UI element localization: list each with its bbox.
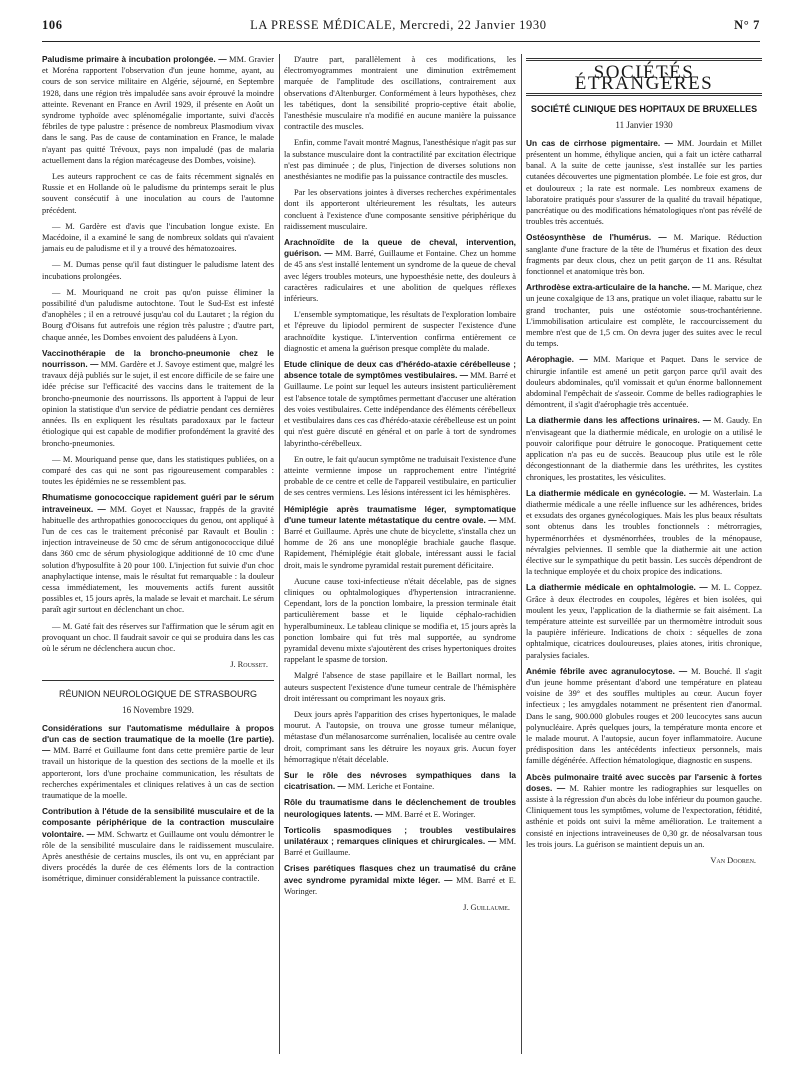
section-title: SOCIÉTÉS ÉTRANGÈRES: [526, 58, 762, 96]
journal-title: LA PRESSE MÉDICALE, Mercredi, 22 Janvier 1930: [250, 18, 547, 32]
article-title: La diathermie médicale en gynécologie. —: [526, 487, 698, 498]
article-paragraph: [526, 282, 762, 349]
article-paragraph: [526, 354, 762, 410]
article-title: Sur le rôle des névroses sympathiques dans la cicatrisation. —: [284, 769, 516, 792]
signature: J. Guillaume.: [463, 903, 510, 913]
article-paragraph: [284, 576, 516, 666]
page-header: [42, 18, 760, 42]
article-body: Enfin, comme l'avait montré Magnus, l'anesthésique n'agit pas sur la substance musculaire dont la contractilité par excitation électrique n'est pas diminuée ; de plus, l'injection de diverses solutions non anesthésiantes ne modifie pas la puissance contractile des muscles.: [284, 138, 516, 182]
article-body: Malgré l'absence de stase papillaire et le Baillart normal, les auteurs suspectent l'existence d'une tumeur centrale de l'hémisphère droit intéressant ou comprimant les noyaux gris.: [284, 671, 516, 703]
article-title: Etude clinique de deux cas d'hérédo-ataxie cérébelleuse ; absence totale de symptômes vestibulaires. —: [284, 359, 516, 381]
section-heading: RÉUNION NEUROLOGIQUE DE STRASBOURG: [42, 680, 274, 700]
article-body: D'autre part, parallèlement à ces modifications, les électromyogrammes montraient une diminution extrêmement marquée de l'amplitude des oscillations, contrairement aux observations d'Altenburger. Conformément à leurs hypothèses, chez les tabétiques, dont la sensibilité proprio-ceptive était abolie, l'anesthésie musculaire n'a modifié en aucune manière la puissance contractile des muscles.: [284, 55, 516, 132]
article-paragraph: [42, 348, 274, 449]
article-body: MM. Barré et Guillaume. Le point sur lequel les auteurs insistent particulièrement est l'absence totale de symptômes permettant d'accuser une altération des voies vestibulaires. Cette indépendance des éléments cérébelleux et vestibulaires dans ces cas d'hérédo-ataxie cérébelleuse est un point qui n'est guère discuté en général et on parle à tort de syndromes labyrintho-cérébelleux.: [284, 371, 516, 448]
article-body: — M. Dumas pense qu'il faut distinguer le paludisme latent des incubations prolongées.: [42, 260, 274, 281]
article-body: MM. Barré et Guillaume font dans cette première partie de leur travail un historique de la question des sections de la moelle et ils apporteront, lors d'une prochaine communication, les résultats de recherches expérimentales et cliniques relatives à un cas de section traumatique de la moelle.: [42, 746, 274, 800]
article-body: MM. Marique et Paquet. Dans le service de chirurgie infantile est amené un petit garçon parce qu'il avait des douleurs abdominales, qu'il vomissait et qu'un énorme ballonnement abdominal l'empêchait de s'asseoir. Comme de belles radiographies le démontrent, il s'agit d'aérophagie très accentuée.: [526, 355, 762, 410]
article-paragraph: [284, 797, 516, 819]
article-paragraph: [284, 709, 516, 765]
article-body: — M. Gardère est d'avis que l'incubation longue existe. En Macédoine, il a examiné le sang de nombreux soldats qui n'avaient jamais eu de paludisme et il y a trouvé des hématozoaires.: [42, 221, 274, 254]
column-rule: [279, 54, 280, 1054]
signature: Van Dooren.: [710, 856, 756, 865]
article-paragraph: [526, 772, 762, 850]
article-paragraph: [42, 221, 274, 255]
article-body: MM. Gravier et Moréna rapportent l'observation d'un jeune homme, ayant, au cours de son service militaire en Algérie, séjourné, en Septembre 1928, dans une région très impaludée sans avoir éprouvé la moindre atteinte. Revenant en France en Avril 1929, il présente en Août un syndrome typhoïde avec splénomégalie importante, suivi d'accès fébriles de type palustre : présence de nombreux Plasmodium vivax dans le sang. Pas de cause de contamination en France, le malade n'ayant pas quitté Trévoux, pays non impaludé (pas de malaria actuellement dans la région marécageuse des Dombes, voisine).: [42, 55, 275, 165]
article-body: Deux jours après l'apparition des crises hypertoniques, le malade mourut. A l'autopsie, on trouva une grosse tumeur mélanique, métastase d'un mélanosarcome surrénalien, localisée au centre ovale droit, comprimant sans les détruire les noyaux gris. Aucun foyer hémorragique n'était décelable.: [284, 709, 516, 764]
article-title: Abcès pulmonaire traité avec succès par l'arsenic à fortes doses. —: [526, 771, 762, 793]
article-paragraph: [284, 825, 516, 859]
article-body: En outre, le fait qu'aucun symptôme ne traduisait l'existence d'une atteinte vermienne impose un rapprochement entre l'intégrité probable de ce centre et celle de l'appareil vestibulaire, en particulier de ses centres vermiens. Les lésions intéressent ici les hémisphères.: [284, 454, 516, 498]
article-paragraph: [42, 806, 274, 884]
article-paragraph: [42, 54, 274, 166]
article-body: M. Marique. Réduction sanglante d'une fracture de la tête de l'humérus et fixation des deux fragments par deux clous, chez un petit garçon de 11 ans. Résultat fonctionnel et anatomique très bon.: [526, 233, 762, 277]
article-paragraph: [284, 359, 516, 449]
article-title: La diathermie dans les affections urinaires. —: [526, 415, 712, 426]
article-title: Contribution à l'étude de la sensibilité musculaire et de la composante périphérique de la contraction musculaire volontaire. —: [42, 806, 274, 839]
article-paragraph: [526, 232, 762, 277]
article-body: MM. Goyet et Naussac, frappés de la gravité habituelle des arthropathies gonococciques du genou, ont appliqué à l'un de ces cas le traitement préconisé par Ravault et Boulin : injection intraveineuse de 50 cmc de sérum antigonococcique dilué dans 360 cmc de sérum physiologique additionné de 10 cmc d'une solution d'hyposulfite à 20 pour 100. L'injection fut suivie d'un choc anaphylactique intense, mais le résultat fut remarquable : la douleur cessa immédiatement, les mouvements actifs furent aussitôt possibles et, 15 jours après, la malade se levait et marchait. Le sérum paraît agir surtout en déclenchant un choc.: [42, 504, 274, 615]
article-paragraph: [284, 863, 516, 897]
article-title: Hémiplégie après traumatisme léger, symptomatique d'une tumeur latente métastatique du centre ovale. —: [284, 503, 516, 525]
article-paragraph: [284, 137, 516, 182]
article-paragraph: [284, 504, 516, 571]
article-paragraph: [284, 454, 516, 499]
article-paragraph: [526, 415, 762, 482]
article-paragraph: [42, 171, 274, 216]
article-paragraph: [42, 492, 274, 615]
article-body: MM. Gardère et J. Savoye estiment que, malgré les travaux déjà publiés sur le sujet, il est encore difficile de se faire une idée précise sur l'efficacité des vaccins dans le traitement de la broncho-pneumonie des nourrissons. Ils apportent à l'appui de leur opinion la statistique d'un service de pédiatrie pendant ces dernières années. Ils en expliquent les résultats paradoxaux par le facteur étiologique qui est capable de modifier profondément la gravité des broncho-pneumonies.: [42, 360, 274, 448]
article-paragraph: [284, 187, 516, 232]
article-body: M. Bouché. Il s'agit d'un jeune homme présentant d'abord une température en plateau voisine de 39° et des souffles multiples au cœur. Aucun foyer infectieux ; les amygdales notamment ne présentent rien d'anormal. Dans le sang, 900.000 globules rouges et 200 leucocytes sans aucun polynucléaire. Après quelques jours, la température monta encore et le malade mourut. A l'autopsie, aucun foyer inflammatoire. Aucune prédisposition dans les antécédents infectieux personnels, mais famille dégénérée. Affection hématologique, diagnostic en suspens.: [526, 666, 762, 766]
article-body: Par les observations jointes à diverses recherches expérimentales dont ils apporteront ultérieurement les résultats, les auteurs concluent à l'existence d'une composante sensitive périphérique du raidissement musculaire.: [284, 188, 516, 231]
article-title: Rhumatisme gonococcique rapidement guéri par le sérum intraveineux. —: [42, 492, 274, 514]
column-3: [526, 54, 762, 876]
article-paragraph: [42, 259, 274, 281]
article-title: La diathermie médicale en ophtalmologie. —: [526, 582, 708, 593]
article-body: Les auteurs rapprochent ce cas de faits récemment signalés en Russie et en Hollande où le paludisme du printemps serait le plus souvent consécutif à une inoculation au cours de l'automne précédent.: [42, 172, 274, 215]
article-title: Anémie fébrile avec agranulocytose. —: [526, 665, 688, 676]
article-title: Arthrodèse extra-articulaire de la hanche. —: [526, 282, 701, 293]
article-title: Paludisme primaire à incubation prolongée. —: [42, 54, 227, 64]
issue-number: N° 7: [734, 18, 760, 32]
article-body: M. L. Coppez. Grâce à deux électrodes en coupoles, légères et bien isolées, qui moulent les yeux, l'application de la diathermie se fait aisément. La température atteinte est surveillée par un thermomètre introduit sous la paupière inférieure. Indications de choix : séquelles de zona ophtalmique, cicatrices douloureuses, plaies atones, iritis chronique, paralysies faciales.: [526, 583, 762, 660]
page-number: 106: [42, 18, 63, 32]
article-title: Arachnoïdite de la queue de cheval, intervention, guérison. —: [284, 237, 516, 259]
meeting-date: 11 Janvier 1930: [615, 119, 673, 130]
article-title: Crises parétiques flasques chez un traumatisé du crâne avec syndrome pyramidal mixte léger. —: [284, 863, 516, 885]
article-body: MM. Barré et E. Woringer.: [284, 875, 517, 896]
article-paragraph: [284, 309, 516, 354]
article-title: Considérations sur l'automatisme médullaire à propos d'un cas de section traumatique de la moelle (1re partie). —: [42, 722, 274, 756]
column-1: [42, 54, 274, 890]
column-rule: [521, 54, 522, 1054]
article-title: Vaccinothérapie de la broncho-pneumonie chez le nourrisson. —: [42, 347, 274, 370]
article-paragraph: [284, 237, 516, 304]
article-paragraph: [284, 670, 516, 704]
article-body: M. Rahier montre les radiographies sur lesquelles on assiste à la régression d'un abcès du lobe inférieur du poumon gauche. Cliniquement tous les symptômes, volume de l'expectoration, fétidité, asthénie et poids ont suivi la même amélioration. Le traitement a consisté en injections intraveineuses de 0,30 gr. de néosalvarsan tous les trois jours. La guérison se maintient depuis un an.: [526, 783, 762, 849]
column-2: [284, 54, 516, 923]
article-paragraph: [526, 488, 762, 578]
article-paragraph: [526, 582, 762, 660]
article-body: MM. Barré et E. Woringer.: [385, 809, 476, 819]
article-paragraph: [284, 770, 516, 792]
meeting-date: 16 Novembre 1929.: [122, 704, 194, 715]
article-paragraph: [42, 723, 274, 801]
article-body: M. Wasterlain. La diathermie médicale a une réelle influence sur les adhérences, brides et exsudats des organes gynécologiques. Mais les plus beaux résultats sont obtenus dans les troubles fonctionnels : métrorragies, hyperménorrhées et dysménorrhées, troubles de la ménopause, névralgies pelviennes. Il semble que la diathermie ait une action élective sur le sympathique du petit bassin. Les succès dépendront de la technique employée et du choix propice des indications.: [526, 488, 763, 577]
society-heading: SOCIÉTÉ CLINIQUE DES HOPITAUX DE BRUXELLES: [530, 104, 758, 115]
article-paragraph: [526, 138, 762, 228]
article-paragraph: [526, 666, 762, 767]
signature: J. Rousset.: [230, 660, 268, 670]
article-paragraph: [42, 287, 274, 343]
article-body: MM. Barré, Guillaume et Fontaine. Chez un homme de 45 ans s'est installé lentement un syndrome de la queue de cheval avec légers troubles moteurs, une hypoesthésie nette, des douleurs à caractères radiculaires et une abolition de quelques réflexes inférieurs.: [284, 249, 516, 304]
article-title: Torticolis spasmodiques ; troubles vestibulaires unilatéraux ; remarques cliniques et chirurgicales. —: [284, 824, 516, 846]
article-title: Ostéosynthèse de l'humérus. —: [526, 232, 667, 243]
article-body: — M. Mouriquand pense que, dans les statistiques publiées, on a comparé des cas qui ne sont pas rigoureusement comparables : toutes les épidémies ne se ressemblent pas.: [42, 454, 274, 487]
article-body: L'ensemble symptomatique, les résultats de l'exploration lombaire et l'épreuve du lipiodol permirent de suspecter l'existence d'une arachnoïdite kystique. L'intervention confirma entièrement ce diagnostic et amena la guérison presque complète du malade.: [284, 310, 516, 353]
article-body: — M. Gaté fait des réserves sur l'affirmation que le sérum agit en provoquant un choc. Il faudrait savoir ce qui se produira dans les cas où le sérum ne déclenchera aucun choc.: [42, 621, 274, 653]
article-body: MM. Schwartz et Guillaume ont voulu démontrer le rôle de la sensibilité musculaire dans le raidissement musculaire. Après anesthésie de certains muscles, ils ont vu, en appréciant par divers procédés la durée de ces éléments lors de la contraction isométrique, diminuer considérablement la puissance contractile.: [42, 829, 275, 884]
article-body: MM. Barré et Guillaume.: [284, 837, 516, 858]
article-paragraph: [42, 621, 274, 655]
article-body: MM. Barré et Guillaume. Après une chute de bicyclette, s'installa chez un homme de 26 ans une monoplégie brachiale gauche flasque. Rapidement, l'hémiplégie était globale, intéressant aussi le facial droit, mais le syndrome pyramidal restait purement déficitaire.: [284, 515, 517, 570]
article-body: M. Marique, chez un jeune coxalgique de 13 ans, pratique un volet iliaque, rabattu sur le grand trochanter, puis une ostéotomie sous-trochantérienne. L'immobilisation articulaire est complète, le raccourcissement du membre n'est que de 1,5 cm. On devra juger des suites avec le recul du temps.: [526, 283, 763, 349]
article-body: MM. Jourdain et Millet présentent un homme, éthylique ancien, qui a fait un ictère catharral banal. A la suite de cette jaunisse, s'est installée sur les parties cutanées découvertes une pigmentation plombée. Le foie est gros, dur et douloureux ; la rate est normale. Les nombreux examens de laboratoire pratiqués pour s'assurer de la qualité du travail hépatique, pancréatique ou des modifications hématologiques n'ont pas révélé de troubles très accentués.: [526, 138, 762, 227]
article-body: M. Gaudy. En n'envisageant que la diathermie médicale, en urologie on a utilisé le pouvoir calorifique pour détruire le gonocoque. Pratiquement cette application n'a pas eu de succès. Beaucoup plus utile est le rôle décongestionnant de la diathermie dans les uréthrites, les cystites chroniques, les prostatites, les vésiculites.: [526, 416, 762, 482]
article-title: Un cas de cirrhose pigmentaire. —: [526, 137, 673, 148]
article-paragraph: [284, 54, 516, 132]
article-body: Aucune cause toxi-infectieuse n'était décelable, pas de signes cliniques ou ophtalmologiques d'hypertension intracranienne. Cependant, lors de la ponction lombaire, la pression terminale était particulièrement basse et le liquide céphalo-rachidien hyperalbumineux. Le tableau clinique se modifia et, 15 jours après la ponction lombaire qui fut très mal supportée, au syndrome pyramidal devenu mixte s'ajoutèrent des crises hypertoniques droites rappelant le spasme de torsion.: [284, 576, 516, 665]
article-body: MM. Leriche et Fontaine.: [347, 782, 435, 792]
article-title: Aérophagie. —: [526, 354, 588, 365]
article-body: — M. Mouriquand ne croit pas qu'on puisse éliminer la possibilité d'un paludisme autochtone. Tout le Sud-Est est infesté d'anophèles ; il en a retrouvé jusqu'au col du Lautaret ; la région du Bourg d'Oisans fut autrefois une région très palustre ; d'autre part, chaque année, les Dombes envoient des paludéens à Lyon.: [42, 287, 274, 342]
article-paragraph: [42, 454, 274, 488]
article-title: Rôle du traumatisme dans le déclenchement de troubles neurologiques latents. —: [284, 797, 516, 819]
